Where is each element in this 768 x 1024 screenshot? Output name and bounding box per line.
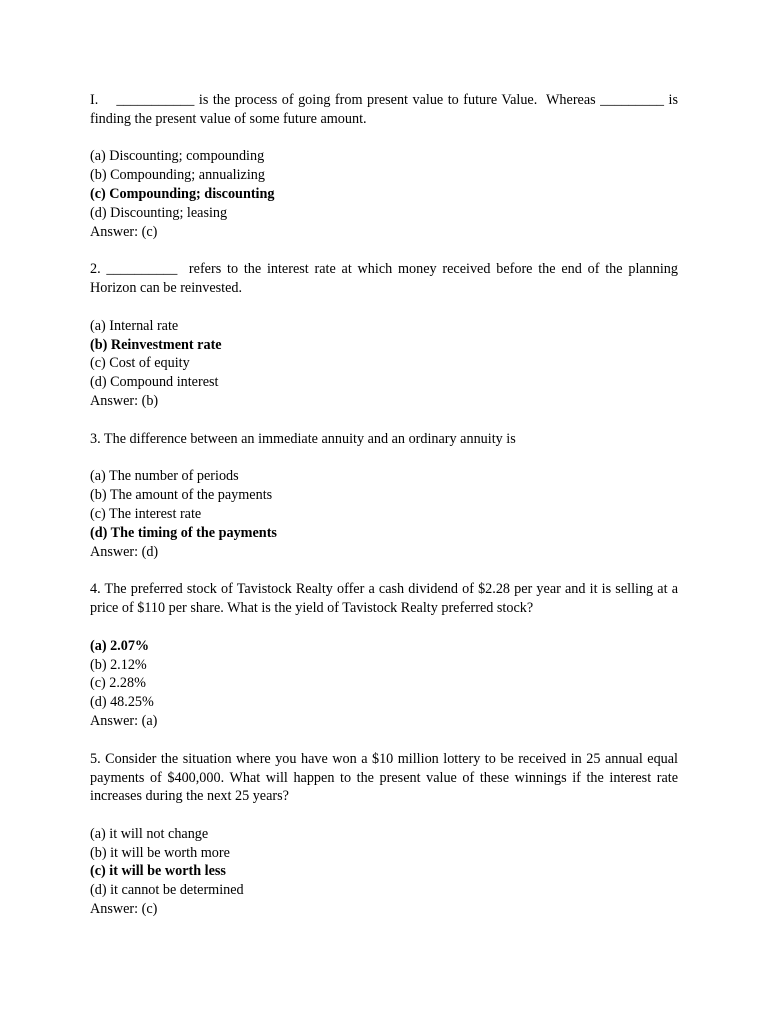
question-2-stem: 2. __________ refers to the interest rate at which money received before the end of the planning Horizon can be reinvested. [90, 261, 682, 297]
question-2-option-a: (a) Internal rate [90, 317, 179, 334]
question-1 [90, 91, 678, 241]
document-page [90, 91, 682, 938]
question-2-option-b: (b) Reinvestment rate [90, 336, 222, 353]
question-3-options [90, 467, 678, 542]
question-1-options [90, 147, 678, 222]
question-4-options [90, 637, 678, 712]
question-4-option-c: (c) 2.28% [90, 675, 146, 692]
question-5-options [90, 825, 678, 900]
question-2-options [90, 317, 678, 392]
question-5-answer: Answer: (c) [90, 901, 158, 918]
question-1-option-c: (c) Compounding; discounting [90, 185, 275, 202]
question-3-option-b: (b) The amount of the payments [90, 487, 273, 504]
question-2-option-c: (c) Cost of equity [90, 355, 190, 372]
question-4-stem: 4. The preferred stock of Tavistock Realty offer a cash dividend of $2.28 per year and it is selling at a price of $110 per share. What is the yield of Tavistock Realty preferred stock? [90, 581, 678, 617]
question-5 [90, 750, 678, 919]
question-2-answer: Answer: (b) [90, 392, 159, 409]
question-1-option-a: (a) Discounting; compounding [90, 148, 265, 165]
question-1-option-b: (b) Compounding; annualizing [90, 167, 265, 184]
question-3-option-d: (d) The timing of the payments [90, 524, 277, 541]
question-3-option-a: (a) The number of periods [90, 468, 239, 485]
question-4-answer: Answer: (a) [90, 712, 158, 729]
question-1-answer: Answer: (c) [90, 223, 158, 240]
question-4-option-a: (a) 2.07% [90, 637, 150, 654]
question-2 [90, 260, 682, 410]
question-3-answer: Answer: (d) [90, 543, 159, 560]
question-2-option-d: (d) Compound interest [90, 374, 219, 391]
question-4 [90, 580, 678, 730]
question-1-option-d: (d) Discounting; leasing [90, 204, 228, 221]
question-5-option-d: (d) it cannot be determined [90, 882, 244, 899]
question-3 [90, 430, 678, 562]
question-4-option-d: (d) 48.25% [90, 694, 154, 711]
question-1-stem [90, 91, 678, 129]
question-5-option-c: (c) it will be worth less [90, 863, 226, 880]
question-1-stem-line1: I. ___________ is the process of going from present value to future Value. Whereas _________ is [90, 92, 678, 108]
question-5-option-a: (a) it will not change [90, 825, 209, 842]
question-3-option-c: (c) The interest rate [90, 505, 202, 522]
question-5-stem: 5. Consider the situation where you have won a $10 million lottery to be received in 25 annual equal payments of $400,000. What will happen to the present value of these winnings if the interest rate increases during the next 25 years? [90, 750, 678, 805]
question-1-stem-line2: finding the present value of some future amount. [90, 110, 367, 127]
question-3-stem: 3. The difference between an immediate annuity and an ordinary annuity is [90, 430, 516, 447]
question-5-option-b: (b) it will be worth more [90, 844, 230, 861]
question-4-option-b: (b) 2.12% [90, 656, 147, 673]
